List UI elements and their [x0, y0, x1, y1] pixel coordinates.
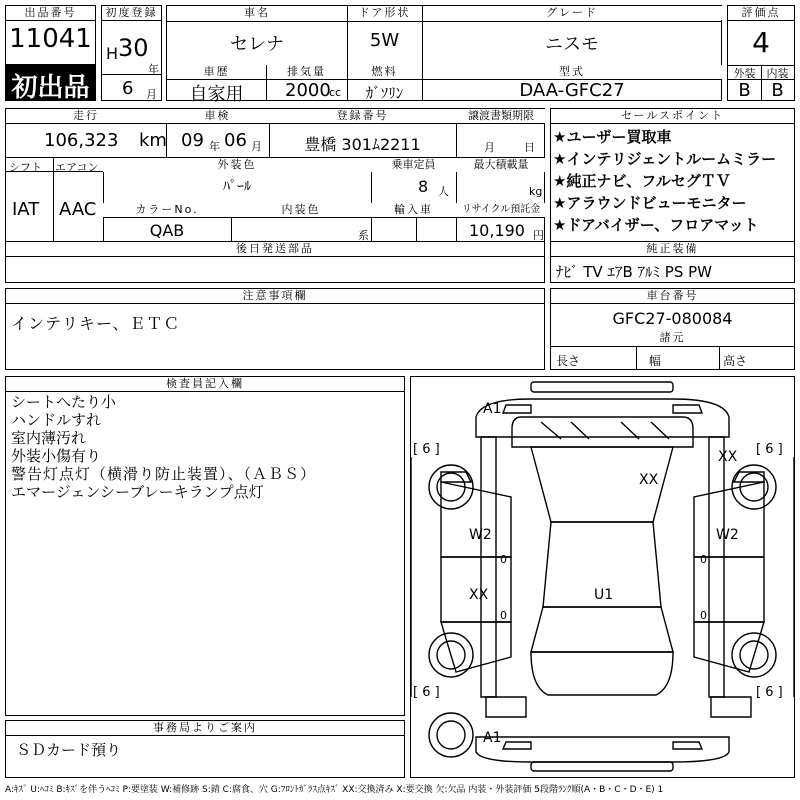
score-box: 評価点 4 外装 内装 B B: [727, 5, 795, 101]
displacement-label: 排気量: [266, 65, 347, 79]
grade-label: グレード: [422, 6, 722, 20]
model-box: 車名 ドア形状 グレード セレナ 5W ニスモ 車歴 排気量 燃料 型式 自家用 2000 cc ｶﾞｿﾘﾝ DAA-GFC27: [166, 5, 722, 101]
office-notice: ＳＤカード預り: [16, 741, 122, 759]
inspector-line: ハンドルすれ: [11, 411, 102, 429]
factory-equipment-box: [550, 241, 795, 283]
reg-number: 豊橋 301ﾑ2211: [304, 135, 421, 154]
notes: インテリキー、ＥＴＣ: [11, 314, 181, 333]
sales-point-item: ★純正ナビ、フルセグＴＶ: [553, 172, 731, 190]
mileage-label: 走行: [6, 109, 166, 123]
lot-number-label: 出品番号: [6, 6, 95, 21]
sales-points-label: セールスポイント: [551, 109, 794, 124]
first-registration-box: 初度登録 H 30 年 6 月: [101, 5, 162, 101]
fuel: ｶﾞｿﾘﾝ: [365, 84, 404, 102]
displacement: 2000: [285, 80, 331, 101]
transfer-label: 譲渡書類期限: [456, 109, 546, 123]
import-label: 輸入車: [371, 203, 456, 217]
office-label: 事務局よりご案内: [6, 721, 404, 736]
mark-front-bumper: A1: [483, 401, 502, 417]
type-label: 型式: [422, 65, 722, 79]
mileage: 106,323: [44, 130, 119, 151]
sales-point-item: ★ドアバイザー、フロアマット: [553, 216, 759, 234]
notes-box: [5, 288, 545, 370]
sales-point-item: ★アラウンドビューモニター: [553, 194, 747, 212]
first-reg-month: 6: [122, 78, 134, 99]
ac-label: エアコン: [55, 161, 99, 174]
inspection-label: 車検: [166, 109, 269, 123]
tire-rear-right: [ 6 ]: [756, 685, 783, 700]
lot-number: 11041: [9, 24, 92, 54]
inspector-line: 外装小傷有り: [11, 447, 102, 465]
mark-left-front-door: W2: [469, 527, 492, 543]
recycle-label: リサイクル預託金: [456, 203, 546, 217]
fuel-label: 燃料: [347, 65, 422, 79]
inspector-line: 室内薄汚れ: [11, 429, 87, 447]
color-no-label: カラーNo.: [103, 203, 231, 217]
interior-color-label: 内装色: [231, 203, 371, 217]
car-diagram: A1 XX XX W2 W2 XX U1 A1 [ 6 ] [ 6 ] [ 6 ] [ 6 ] 0 0 0 0: [410, 376, 795, 778]
lot-number-box: [5, 5, 96, 65]
legend: A:ｷｽﾞ U:ﾍｺﾐ B:ｷｽﾞを伴うﾍｺﾐ P:要塗装 W:補修跡 S:錆 C:腐食、穴 G:ﾌﾛﾝﾄｶﾞﾗｽ点ｷｽﾞ XX:交換済み X:要交換 欠:欠品 内装・外装評価 5段階ﾗﾝｸ順(A・B・C・D・E) 1: [5, 785, 664, 795]
first-listing-badge: 初出品: [5, 65, 96, 101]
load-label: 最大積載量: [456, 158, 546, 172]
model-name: セレナ: [230, 34, 284, 55]
inspector-line: 警告灯点灯（横滑り防止装置）、（ＡＢＳ）: [11, 465, 317, 483]
grade: ニスモ: [545, 34, 599, 55]
mark-left-rear-door: XX: [469, 587, 489, 603]
score-label: 評価点: [728, 6, 794, 21]
first-registration-label: 初度登録: [102, 6, 161, 21]
later-parts-box: [5, 241, 545, 283]
inspection-month: 06: [224, 130, 247, 151]
vehicle-info-grid: 走行 車検 登録番号 譲渡書類期限 106,323 km 09 年 06 月 豊橋 301ﾑ2211 月 日 シフト エアコン 外装色 乗車定員 最大積載量 IAT AAC ﾊﾟｰﾙ 8 人 kg カラーNo. 内装色 輸入車 リサイクル預託金 QAB 系 10,190 円: [5, 108, 545, 242]
sales-point-item: ★ユーザー買取車: [553, 128, 672, 146]
shift-label: シフト: [9, 161, 42, 174]
color-label: 外装色: [103, 158, 371, 172]
sales-points-box: [550, 108, 795, 242]
shift: IAT: [12, 199, 40, 220]
inspector-line: エマージェンシーブレーキランプ点灯: [11, 483, 264, 501]
mark-hood: XX: [639, 472, 659, 488]
tire-front-left: [ 6 ]: [413, 442, 440, 457]
era: H: [106, 44, 119, 63]
interior-grade: B: [771, 80, 784, 101]
mark-roof: U1: [594, 587, 614, 603]
sales-point-item: ★インテリジェントルームミラー: [553, 150, 777, 168]
inspector-box: [5, 376, 405, 716]
car-outline: [411, 377, 794, 777]
score: 4: [752, 26, 770, 59]
door-type: 5W: [369, 30, 400, 51]
capacity: 8: [418, 177, 429, 196]
capacity-label: 乗車定員: [371, 158, 456, 172]
exterior-grade: B: [738, 80, 751, 101]
inspector-line: シートへたり小: [11, 393, 117, 411]
mark-rear-bumper: A1: [483, 730, 502, 746]
inspector-label: 検査員記入欄: [6, 377, 404, 392]
mark-right-front-door: W2: [716, 527, 739, 543]
dims-label: 諸元: [551, 331, 794, 345]
recycle-fee: 10,190: [469, 221, 525, 240]
history: 自家用: [189, 84, 244, 105]
tire-rear-left: [ 6 ]: [413, 685, 440, 700]
tire-front-right: [ 6 ]: [756, 442, 783, 457]
history-label: 車歴: [167, 65, 266, 79]
exterior-color: ﾊﾟｰﾙ: [223, 179, 251, 195]
door-label: ドア形状: [347, 6, 422, 20]
later-parts-label: 後日発送部品: [6, 242, 544, 257]
model-type: DAA-GFC27: [519, 80, 625, 101]
office-box: [5, 720, 405, 778]
chassis-label: 車台番号: [551, 289, 794, 304]
air-conditioner: AAC: [59, 199, 97, 220]
notes-label: 注意事項欄: [6, 289, 544, 304]
chassis-box: 車台番号 GFC27-080084 諸元 長さ 幅 高さ: [550, 288, 795, 370]
mark-front-right-fender: XX: [718, 449, 738, 465]
first-reg-year: 30: [118, 34, 149, 62]
reg-number-label: 登録番号: [269, 109, 456, 123]
factory-equipment: ﾅﾋﾞ TV ｴｱB ｱﾙﾐ PS PW: [556, 263, 712, 281]
chassis-number: GFC27-080084: [612, 309, 733, 328]
factory-equipment-label: 純正装備: [551, 242, 794, 257]
inspection-year: 09: [181, 130, 204, 151]
model-label: 車名: [167, 6, 347, 20]
color-number: QAB: [149, 221, 185, 240]
